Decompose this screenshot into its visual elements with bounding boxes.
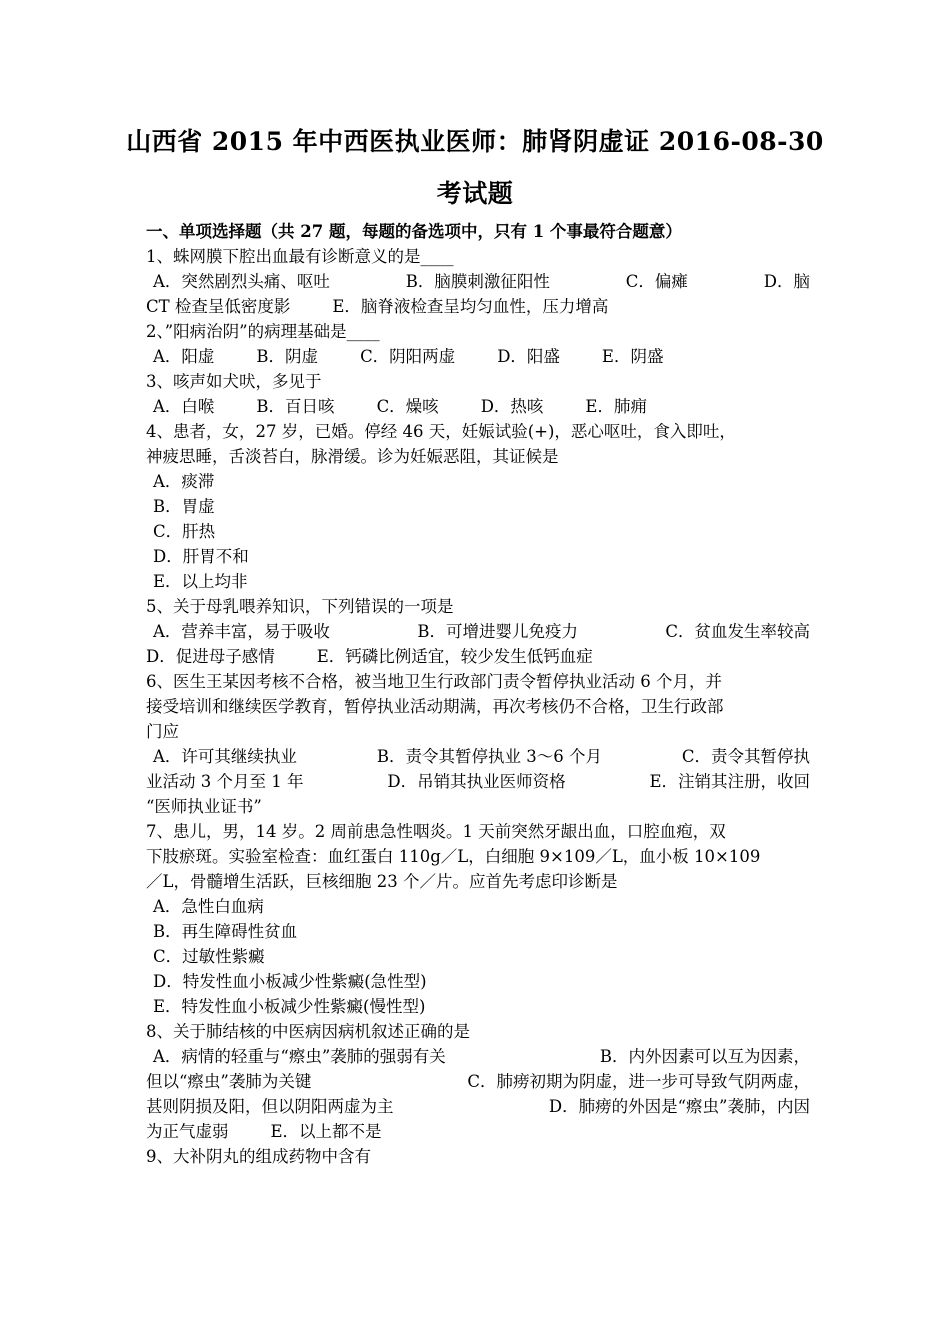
q1-option-d-cont: CT 检查呈低密度影 <box>146 297 291 316</box>
q8-option-c-cont: 甚则阴损及阳，但以阴阳两虚为主 <box>146 1097 394 1116</box>
question-8-options-row-1 <box>146 1044 810 1069</box>
q7-option-b: B．再生障碍性贫血 <box>153 922 298 941</box>
question-8-stem: 8、关于肺结核的中医病因病机叙述正确的是 <box>146 1022 470 1041</box>
question-6-options-row-3: “医师执业证书” <box>146 797 262 816</box>
q6-option-d: D．吊销其执业医师资格 <box>387 772 566 791</box>
q6-option-c: C．责令其暂停执 <box>681 747 810 766</box>
question-8-options-row-4 <box>146 1119 810 1144</box>
question-8-options-row-3 <box>146 1094 810 1119</box>
q2-option-a: A．阳虚 <box>153 347 215 366</box>
question-1-options-row-1 <box>146 269 810 294</box>
question-9-stem: 9、大补阴丸的组成药物中含有 <box>146 1147 371 1166</box>
q1-option-a: A．突然剧烈头痛、呕吐 <box>153 272 330 291</box>
q5-option-d: D．促进母子感情 <box>146 647 275 666</box>
question-3-options <box>146 394 810 419</box>
q5-option-b: B．可增进婴儿免疫力 <box>417 622 578 641</box>
question-7-stem-line-2: 下肢瘀斑。实验室检查：血红蛋白 110g／L，白细胞 9×109／L，血小板 10×109 <box>146 847 761 866</box>
q4-option-a: A．痰滞 <box>153 472 215 491</box>
q7-option-c: C．过敏性紫癜 <box>153 947 265 966</box>
q8-option-e: E．以上都不是 <box>270 1122 382 1141</box>
q4-option-b: B．胃虚 <box>153 497 215 516</box>
document-body <box>146 219 810 1169</box>
section-heading: 一、单项选择题（共 27 题，每题的备选项中，只有 1 个事最符合题意） <box>146 222 682 241</box>
q6-option-a: A．许可其继续执业 <box>153 747 297 766</box>
q2-option-e: E．阴盛 <box>601 347 664 366</box>
q7-option-a: A．急性白血病 <box>153 897 264 916</box>
question-6-stem-line-2: 接受培训和继续医学教育，暂停执业活动期满，再次考核仍不合格，卫生行政部 <box>146 697 724 716</box>
q3-option-e: E．肺痈 <box>585 397 647 416</box>
question-6-stem-line-3: 门应 <box>146 722 179 741</box>
q6-option-b: B．责令其暂停执业 3～6 个月 <box>376 747 602 766</box>
q5-option-c: C．贫血发生率较高 <box>665 622 810 641</box>
q5-option-e: E．钙磷比例适宜，较少发生低钙血症 <box>316 647 593 666</box>
document-title-line-1: 山西省 2015 年中西医执业医师：肺肾阴虚证 2016-08-30 <box>126 127 824 156</box>
q1-option-c: C．偏瘫 <box>625 272 688 291</box>
question-5-stem: 5、关于母乳喂养知识，下列错误的一项是 <box>146 597 454 616</box>
q8-option-b-cont: 但以“瘵虫”袭肺为关键 <box>146 1072 312 1091</box>
question-4-stem-line-1: 4、患者，女，27 岁，已婚。停经 46 天，妊娠试验(+)，恶心呕吐，食入即吐， <box>146 422 736 441</box>
question-4-stem-line-2: 神疲思睡，舌淡苔白，脉滑缓。诊为妊娠恶阻，其证候是 <box>146 447 559 466</box>
q6-option-c-cont: 业活动 3 个月至 1 年 <box>146 772 304 791</box>
question-6-options-row-1 <box>146 744 810 769</box>
q8-option-b: B．内外因素可以互为因素， <box>599 1047 810 1066</box>
q8-option-c: C．肺痨初期为阴虚，进一步可导致气阴两虚， <box>467 1072 810 1091</box>
question-2-options <box>146 344 810 369</box>
q2-option-d: D．阳盛 <box>497 347 560 366</box>
question-1-options-row-2 <box>146 294 810 319</box>
q8-option-a: A．病情的轻重与“瘵虫”袭肺的强弱有关 <box>153 1047 446 1066</box>
question-1-stem: 1、蛛网膜下腔出血最有诊断意义的是____ <box>146 247 454 266</box>
question-5-options-row-2 <box>146 644 810 669</box>
question-8-options-row-2 <box>146 1069 810 1094</box>
document-title-line-2: 考试题 <box>436 179 514 208</box>
q2-option-c: C．阴阳两虚 <box>360 347 456 366</box>
q8-option-d-cont: 为正气虚弱 <box>146 1122 229 1141</box>
question-7-stem-line-1: 7、患儿，男，14 岁。2 周前患急性咽炎。1 天前突然牙龈出血，口腔血疱，双 <box>146 822 726 841</box>
q3-option-c: C．燥咳 <box>376 397 439 416</box>
q4-option-d: D．肝胃不和 <box>153 547 249 566</box>
q3-option-b: B．百日咳 <box>256 397 335 416</box>
q4-option-e: E．以上均非 <box>153 572 248 591</box>
question-5-options-row-1 <box>146 619 810 644</box>
q4-option-c: C．肝热 <box>153 522 216 541</box>
q3-option-a: A．白喉 <box>153 397 215 416</box>
q5-option-a: A．营养丰富，易于吸收 <box>153 622 330 641</box>
q7-option-e: E．特发性血小板减少性紫癜(慢性型) <box>153 997 426 1016</box>
question-3-stem: 3、咳声如犬吠，多见于 <box>146 372 322 391</box>
q1-option-e: E．脑脊液检查呈均匀血性，压力增高 <box>332 297 609 316</box>
question-6-options-row-2 <box>146 769 810 794</box>
question-2-stem: 2、”阳病治阴”的病理基础是____ <box>146 322 380 341</box>
question-7-stem-line-3: ／L，骨髓增生活跃，巨核细胞 23 个／片。应首先考虑印诊断是 <box>146 872 618 891</box>
q1-option-b: B．脑膜刺激征阳性 <box>405 272 550 291</box>
q7-option-d: D．特发性血小板减少性紫癜(急性型) <box>153 972 427 991</box>
q2-option-b: B．阴虚 <box>256 347 319 366</box>
q8-option-d: D．肺痨的外因是“瘵虫”袭肺，内因 <box>548 1097 810 1116</box>
q6-option-e: E．注销其注册，收回 <box>649 772 810 791</box>
q3-option-d: D．热咳 <box>480 397 544 416</box>
question-6-stem-line-1: 6、医生王某因考核不合格，被当地卫生行政部门责令暂停执业活动 6 个月，并 <box>146 672 722 691</box>
q1-option-d: D．脑 <box>763 272 810 291</box>
